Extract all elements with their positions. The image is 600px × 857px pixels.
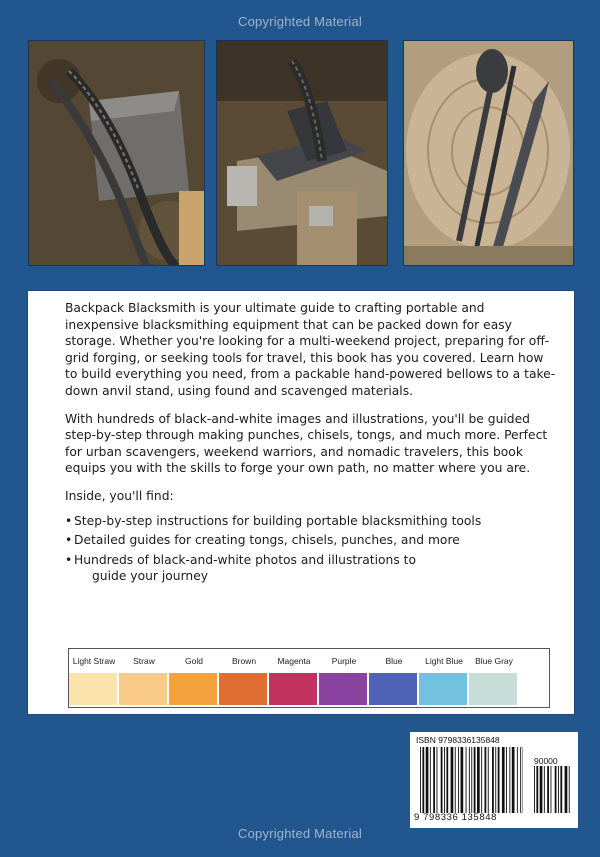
barcode-bar xyxy=(426,747,429,813)
temper-swatch-color xyxy=(469,673,518,705)
barcode-bar xyxy=(469,747,470,813)
feature-list-item: • Step-by-step instructions for building portable blacksmithing tools xyxy=(65,513,482,528)
barcode-bar xyxy=(488,747,489,813)
barcode-bars xyxy=(420,747,523,813)
barcode-bar xyxy=(544,766,545,813)
copyright-watermark-bottom: Copyrighted Material xyxy=(238,826,362,841)
isbn-label: ISBN 9798336135848 xyxy=(416,735,500,745)
temper-swatch xyxy=(169,649,219,707)
temper-swatch-label: Straw xyxy=(133,655,155,666)
tongs-on-anvil-photo xyxy=(28,40,205,266)
inside-heading: Inside, you'll find: xyxy=(65,488,174,503)
isbn-digits: 9 798336 135848 xyxy=(414,812,497,823)
temper-swatch-color xyxy=(119,673,168,705)
barcode-bar xyxy=(517,747,518,813)
temper-swatch xyxy=(269,649,319,707)
barcode-addon-bars xyxy=(534,766,572,813)
barcode-bar xyxy=(536,766,538,813)
barcode-bar xyxy=(458,747,459,813)
barcode-bar xyxy=(555,766,557,813)
barcode-bar xyxy=(506,747,507,813)
barcode-bar xyxy=(492,747,494,813)
temper-swatch xyxy=(469,649,519,707)
barcode-bar xyxy=(540,766,543,813)
barcode-bar xyxy=(451,747,454,813)
temper-swatch-color xyxy=(169,673,218,705)
barcode-bar xyxy=(498,747,500,813)
temper-swatch-label: Brown xyxy=(231,655,257,666)
feature-list-item: • Detailed guides for creating tongs, chisels, punches, and more xyxy=(65,533,460,548)
barcode-bar xyxy=(534,766,535,813)
temper-swatch xyxy=(219,649,269,707)
forged-utensils-photo xyxy=(403,40,574,266)
barcode-bar xyxy=(446,747,448,813)
temper-swatch xyxy=(119,649,169,707)
barcode-bar xyxy=(558,766,559,813)
barcode-bar xyxy=(474,747,476,813)
description-panel xyxy=(28,291,574,714)
barcode-bar xyxy=(509,747,510,813)
barcode-bar xyxy=(551,766,552,813)
barcode-bar xyxy=(466,747,467,813)
temper-swatch-color xyxy=(319,673,368,705)
temper-swatch xyxy=(419,649,469,707)
temper-swatch-color xyxy=(369,673,418,705)
price-code: 90000 xyxy=(534,756,558,766)
barcode-bar xyxy=(502,747,505,813)
temper-swatch-color xyxy=(269,673,318,705)
temper-swatch-label: Gold xyxy=(185,655,203,666)
barcode-bar xyxy=(565,766,568,813)
barcode-bar xyxy=(444,747,445,813)
barcode-bar xyxy=(485,747,487,813)
temper-swatch-color xyxy=(69,673,118,705)
temper-swatch-label: Blue xyxy=(385,655,403,666)
barcode-bar xyxy=(547,766,549,813)
barcode-bar xyxy=(481,747,482,813)
temper-swatch-label: Light Blue xyxy=(425,655,463,666)
temper-swatch xyxy=(319,649,369,707)
barcode-bar xyxy=(430,747,431,813)
barcode-bar xyxy=(560,766,562,813)
temper-swatch-label: Light Straw xyxy=(72,655,116,666)
temper-swatch xyxy=(69,649,119,707)
barcode-bar xyxy=(461,747,464,813)
barcode-bar xyxy=(441,747,443,813)
anvil-stand-photo xyxy=(216,40,388,266)
description-paragraph-1: Backpack Blacksmith is your ultimate guide to crafting portable and inexpensive blacksmithing equipment that can be packed down for easy storage. Whether you're looking for a multi-weekend project, preparing for off-grid forging, or seeking tools for travel, this book has you covered. Learn how to build everything you need, from a packable hand-powered bellows to a take-down anvil stand, using found and scavenged materials. xyxy=(65,301,556,398)
barcode-bar xyxy=(477,747,480,813)
description-paragraph-2: With hundreds of black-and-white images and illustrations, you'll be guided step-by-step through making punches, chisels, tongs, and much more. Perfect for urban scavengers, weekend warriors, and nomadic travelers, this book equips you with the skills to forge your own path, no matter where you are. xyxy=(65,411,548,476)
feature-list-item: • Hundreds of black-and-white photos and illustrations to guide your journey xyxy=(65,552,416,584)
temper-swatch-color xyxy=(419,673,468,705)
barcode-bar xyxy=(495,747,496,813)
barcode-bar xyxy=(512,747,515,813)
barcode-bar xyxy=(455,747,456,813)
barcode-bar xyxy=(471,747,472,813)
barcode-bar xyxy=(433,747,435,813)
isbn-barcode xyxy=(410,732,578,828)
barcode-bar xyxy=(437,747,438,813)
barcode-bar xyxy=(520,747,521,813)
temper-swatch-label: Magenta xyxy=(277,655,311,666)
copyright-watermark-top: Copyrighted Material xyxy=(238,14,362,29)
temper-swatch-color xyxy=(219,673,268,705)
barcode-bar xyxy=(569,766,570,813)
temper-swatch-label: Blue Gray xyxy=(475,655,513,666)
temper-swatch-label: Purple xyxy=(331,655,357,666)
temper-swatch xyxy=(369,649,419,707)
feature-list xyxy=(65,513,558,585)
barcode-bar xyxy=(422,747,424,813)
temper-color-chart xyxy=(68,648,550,708)
barcode-bar xyxy=(420,747,421,813)
